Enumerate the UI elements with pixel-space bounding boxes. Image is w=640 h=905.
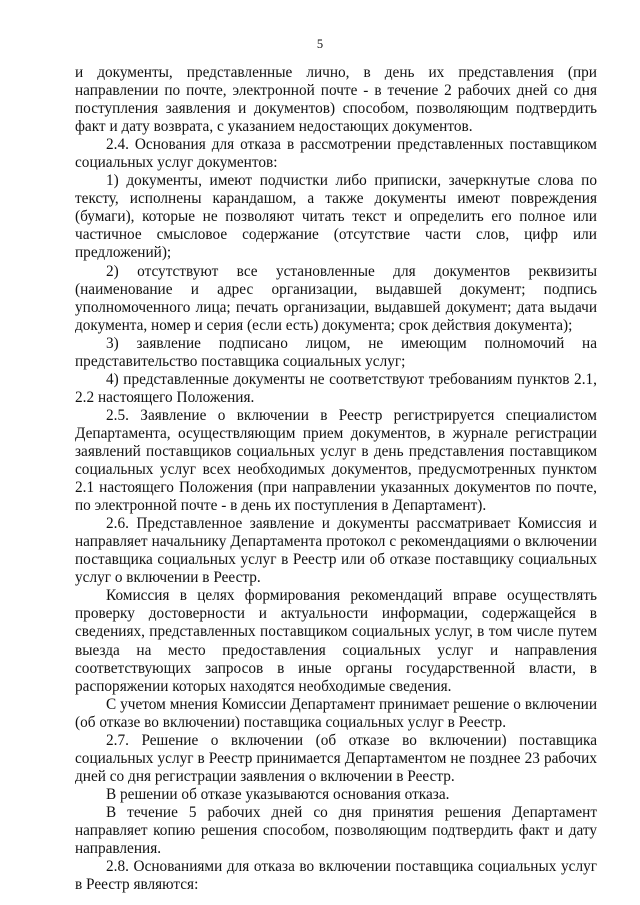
paragraph-2-4-item-3: 3) заявление подписано лицом, не имеющим полномочий на представительство поставщика социальных услуг; xyxy=(75,334,597,370)
paragraph-2-4-item-1: 1) документы, имеют подчистки либо приписки, зачеркнутые слова по тексту, исполнены карандашом, а также документы имеют повреждения (бумаги), которые не позволяют читать текст и определить его полное или частичное смысловое содержание (отсутствие части слов, цифр или предложений); xyxy=(75,172,597,262)
page-number: 5 xyxy=(316,37,324,51)
paragraph-2-6: 2.6. Представленное заявление и документы рассматривает Комиссия и направляет начальнику Департамента протокол с рекомендациями о включении поставщика социальных услуг в Реестр или об отказе поставщику социальных услуг о включении в Реестр. xyxy=(75,515,597,587)
paragraph-notification: В течение 5 рабочих дней со дня принятия решения Департамент направляет копию решения способом, позволяющим подтвердить факт и дату направления. xyxy=(75,803,597,858)
paragraph-2-4-heading: 2.4. Основания для отказа в рассмотрении представленных поставщиком социальных услуг документов: xyxy=(75,136,597,172)
paragraph-commission-verification: Комиссия в целях формирования рекомендаций вправе осуществлять проверку достоверности и актуальности информации, содержащейся в сведениях, представленных поставщиком социальных услуг, в том числе путем выезда на место предоставления социальных услуг и направления соответствующих запросов в иные органы государственной власти, в распоряжении которых находятся необходимые сведения. xyxy=(75,587,597,695)
paragraph-department-decision: С учетом мнения Комиссии Департамент принимает решение о включении (об отказе во включении) поставщика социальных услуг в Реестр. xyxy=(75,695,597,731)
paragraph-2-5: 2.5. Заявление о включении в Реестр регистрируется специалистом Департамента, осуществляющим прием документов, в журнале регистрации заявлений поставщиков социальных услуг в день представления поставщиком социальных услуг всех необходимых документов, предусмотренных пунктом 2.1 настоящего Положения (при направлении указанных документов по почте, по электронной почте - в день их поступления в Департамент). xyxy=(75,406,597,515)
paragraph-continuation: и документы, представленные лично, в день их представления (при направлении по почте, электронной почте - в течение 2 рабочих дней со дня поступления заявления и документов) способом, позволяющим подтвердить факт и дату возврата, с указанием недостающих документов. xyxy=(75,64,597,136)
paragraph-refusal-grounds: В решении об отказе указываются основания отказа. xyxy=(106,785,450,803)
paragraph-2-4-item-4: 4) представленные документы не соответствуют требованиям пунктов 2.1, 2.2 настоящего Положения. xyxy=(75,370,597,406)
paragraph-2-4-item-2: 2) отсутствуют все установленные для документов реквизиты (наименование и адрес организации, выдавшей документ; подпись уполномоченного лица; печать организации, выдавшей документ; дата выдачи документа, номер и серия (если есть) документа; срок действия документа); xyxy=(75,262,597,334)
paragraph-2-8: 2.8. Основаниями для отказа во включении поставщика социальных услуг в Реестр являются: xyxy=(75,858,597,894)
paragraph-2-7: 2.7. Решение о включении (об отказе во включении) поставщика социальных услуг в Реестр принимается Департаментом не позднее 23 рабочих дней со дня регистрации заявления о включении в Реестр. xyxy=(75,731,597,785)
document-body xyxy=(75,64,597,894)
